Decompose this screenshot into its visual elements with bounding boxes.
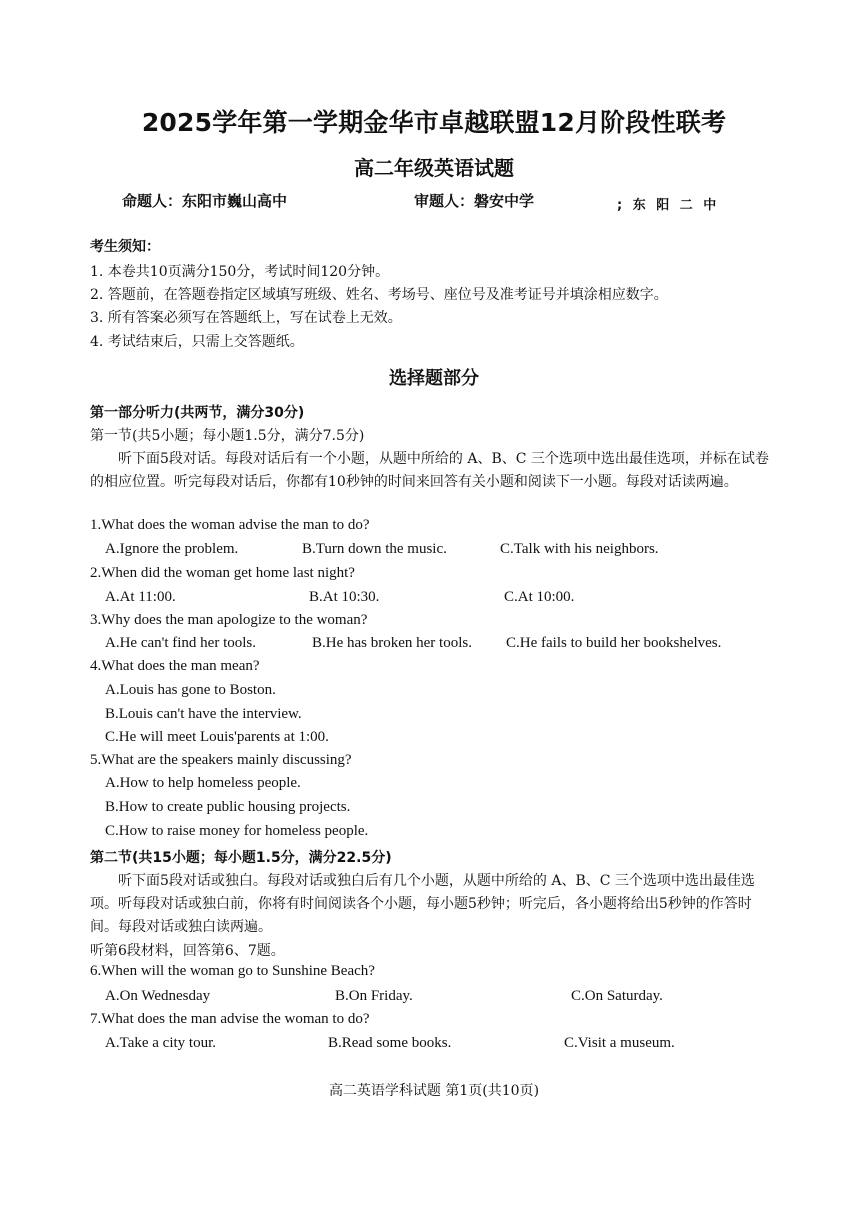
question-1-option-a: A.Ignore the problem. [105, 541, 239, 557]
question-3-option-a: A.He can't find her tools. [105, 635, 256, 651]
question-2-option-b: B.At 10:30. [309, 589, 380, 605]
section2-heading: 第二节(共15小题；每小题1.5分，满分22.5分) [90, 850, 392, 866]
notice-item: 3. 所有答案必须写在答题纸上，写在试卷上无效。 [90, 310, 402, 326]
question-2-stem: 2.When did the woman get home last night? [90, 565, 355, 581]
question-6-option-b: B.On Friday. [335, 988, 413, 1004]
question-3-stem: 3.Why does the man apologize to the woman? [90, 612, 368, 628]
question-4-stem: 4.What does the man mean? [90, 658, 260, 674]
question-4-option-b: B.Louis can't have the interview. [105, 706, 302, 722]
notice-heading: 考生须知： [90, 239, 160, 255]
notice-item: 4. 考试结束后，只需上交答题纸。 [90, 334, 304, 350]
question-5-stem: 5.What are the speakers mainly discussing? [90, 752, 352, 768]
section1-instructions: 听下面5段对话。每段对话后有一个小题，从题中所给的 A、B、C 三个选项中选出最佳选项，并标在试卷的相应位置。听完每段对话后，你都有10秒钟的时间来回答有关小题和阅读下一小题。每段对话读两遍。 [90, 451, 769, 490]
question-1-option-b: B.Turn down the music. [302, 541, 447, 557]
question-2-option-c: C.At 10:00. [504, 589, 575, 605]
page-footer: 高二英语学科试题 第1页(共10页) [328, 1083, 540, 1099]
question-6-option-a: A.On Wednesday [105, 988, 211, 1004]
question-3-option-b: B.He has broken her tools. [312, 635, 472, 651]
question-1-option-c: C.Talk with his neighbors. [500, 541, 659, 557]
question-7-option-b: B.Read some books. [328, 1035, 452, 1051]
question-2-option-a: A.At 11:00. [105, 589, 176, 605]
question-7-option-a: A.Take a city tour. [105, 1035, 216, 1051]
question-6-stem: 6.When will the woman go to Sunshine Beach? [90, 963, 375, 979]
question-7-stem: 7.What does the man advise the woman to do? [90, 1011, 370, 1027]
section-title: 选择题部分 [389, 368, 479, 389]
question-7-option-c: C.Visit a museum. [564, 1035, 675, 1051]
section1-heading: 第一节(共5小题；每小题1.5分，满分7.5分) [90, 428, 365, 444]
part1-heading: 第一部分听力(共两节，满分30分) [90, 405, 305, 421]
material-6-note: 听第6段材料，回答第6、7题。 [90, 943, 285, 959]
reviewer-label: 审题人：磐安中学 [414, 192, 535, 210]
question-6-option-c: C.On Saturday. [571, 988, 663, 1004]
notice-item: 2. 答题前，在答题卷指定区域填写班级、姓名、考场号、座位号及准考证号并填涂相应数字。 [90, 287, 668, 303]
question-5-option-c: C.How to raise money for homeless people. [105, 823, 369, 839]
exam-subtitle: 高二年级英语试题 [354, 156, 514, 180]
question-4-option-a: A.Louis has gone to Boston. [105, 682, 276, 698]
exam-title: 2025学年第一学期金华市卓越联盟12月阶段性联考 [141, 108, 727, 137]
notice-item: 1. 本卷共10页满分150分，考试时间120分钟。 [90, 264, 390, 280]
section2-instructions: 听下面5段对话或独白。每段对话或独白后有几个小题，从题中所给的 A、B、C 三个选项中选出最佳选项。听每段对话或独白前，你将有时间阅读各个小题，每小题5秒钟；听完后，各小题将给出5秒钟的作答时间。每段对话或独白读两遍。 [90, 873, 755, 935]
question-3-option-c: C.He fails to build her bookshelves. [506, 635, 722, 651]
question-5-option-a: A.How to help homeless people. [105, 775, 301, 791]
question-5-option-b: B.How to create public housing projects. [105, 799, 351, 815]
question-4-option-c: C.He will meet Louis'parents at 1:00. [105, 729, 329, 745]
setter-label: 命题人：东阳市巍山高中 [122, 192, 288, 210]
school-note: ; 东 阳 二 中 [617, 198, 720, 213]
question-1-stem: 1.What does the woman advise the man to do? [90, 517, 370, 533]
